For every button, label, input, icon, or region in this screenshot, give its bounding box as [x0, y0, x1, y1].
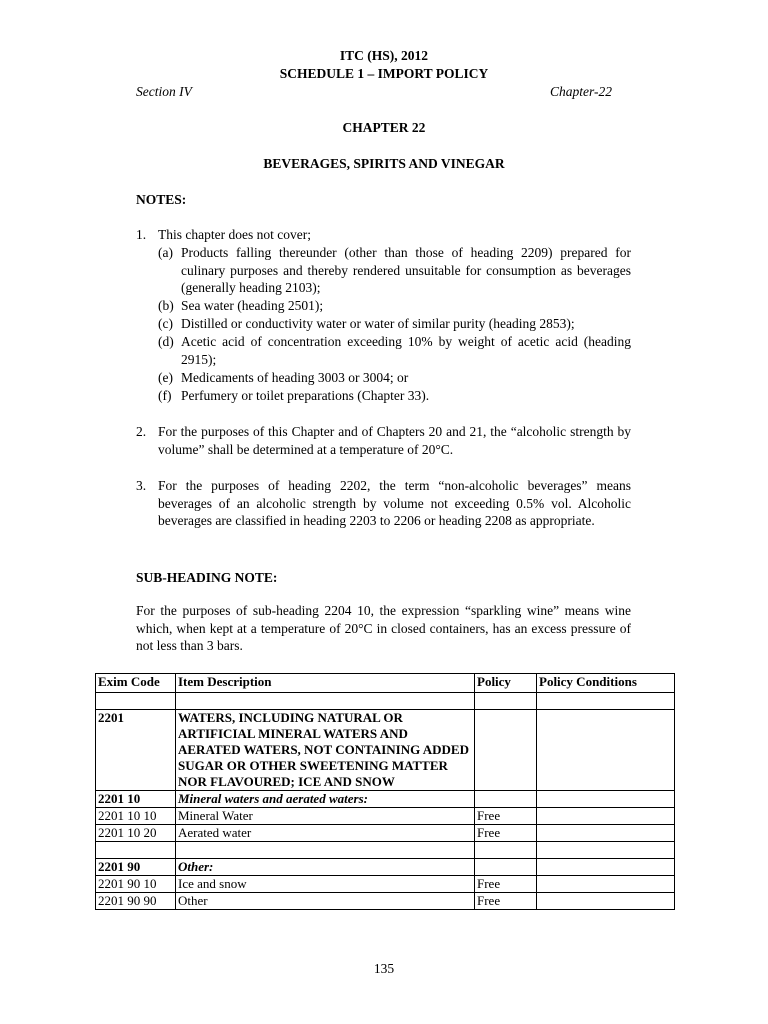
cell-description: Other [176, 893, 475, 910]
cell-conditions [537, 876, 675, 893]
note-1b-label: (b) [158, 298, 174, 313]
cell-policy [475, 859, 537, 876]
cell-description: Mineral Water [176, 808, 475, 825]
subheading-note-heading: SUB-HEADING NOTE: [136, 570, 278, 585]
cell-conditions [537, 825, 675, 842]
cell-policy [475, 791, 537, 808]
note-1-intro: This chapter does not cover; [158, 227, 311, 242]
table-row [96, 893, 675, 910]
note-1d-text: Acetic acid of concentration exceeding 10% by weight of acetic acid (heading 2915); [181, 334, 631, 367]
table-spacer-row [96, 693, 675, 710]
cell-policy: Free [475, 808, 537, 825]
document-header-title: ITC (HS), 2012 [339, 48, 429, 63]
cell-description: Ice and snow [176, 876, 475, 893]
note-2-number: 2. [136, 424, 147, 439]
table-row [96, 710, 675, 791]
tariff-table [95, 673, 675, 910]
cell-policy [475, 710, 537, 791]
note-1c-label: (c) [158, 316, 173, 331]
subheading-note-text: For the purposes of sub-heading 2204 10, the expression “sparkling wine” means wine which, when kept at a temperature of 20°C in closed containers, has an excess pressure of not less than 3 bars. [136, 603, 631, 653]
cell-description: Aerated water [176, 825, 475, 842]
cell-description: Other: [176, 859, 475, 876]
table-row [96, 825, 675, 842]
cell-conditions [537, 791, 675, 808]
cell-description: Mineral waters and aerated waters: [176, 791, 475, 808]
note-1f-text: Perfumery or toilet preparations (Chapter 33). [181, 388, 430, 403]
cell-conditions [537, 859, 675, 876]
note-1e-text: Medicaments of heading 3003 or 3004; or [181, 370, 409, 385]
table-row [96, 859, 675, 876]
chapter-reference: Chapter-22 [550, 84, 612, 99]
cell-code: 2201 90 90 [96, 893, 176, 910]
chapter-title: BEVERAGES, SPIRITS AND VINEGAR [263, 156, 505, 171]
document-header-schedule: SCHEDULE 1 – IMPORT POLICY [279, 66, 489, 81]
cell-conditions [537, 710, 675, 791]
cell-policy: Free [475, 876, 537, 893]
cell-code: 2201 90 [96, 859, 176, 876]
cell-policy: Free [475, 893, 537, 910]
note-1b-text: Sea water (heading 2501); [181, 298, 324, 313]
header-item-description: Item Description [176, 674, 475, 693]
cell-code: 2201 [96, 710, 176, 791]
note-1a-label: (a) [158, 245, 173, 260]
table-row [96, 808, 675, 825]
note-1a-text: Products falling thereunder (other than those of heading 2209) prepared for culinary purposes and thereby rendered unsuitable for consumption as beverages (generally heading 2103); [181, 245, 631, 295]
page-number: 135 [373, 961, 395, 976]
note-2-text: For the purposes of this Chapter and of Chapters 20 and 21, the “alcoholic strength by volume” shall be determined at a temperature of 20°C. [158, 424, 631, 457]
table-row [96, 791, 675, 808]
table-spacer-row [96, 842, 675, 859]
note-1e-label: (e) [158, 370, 173, 385]
cell-code: 2201 10 10 [96, 808, 176, 825]
note-1-number: 1. [136, 227, 147, 242]
header-exim-code: Exim Code [96, 674, 176, 693]
section-row [136, 83, 612, 101]
table-header-row [96, 674, 675, 693]
note-3-text: For the purposes of heading 2202, the term “non-alcoholic beverages” means beverages of an alcoholic strength by volume not exceeding 0.5% vol. Alcoholic beverages are classified in heading 2203 to 2206 or heading 2208 as appropriate. [158, 478, 631, 528]
notes-heading: NOTES: [136, 192, 187, 207]
header-policy: Policy [475, 674, 537, 693]
chapter-number: CHAPTER 22 [342, 120, 426, 135]
cell-description: WATERS, INCLUDING NATURAL OR ARTIFICIAL MINERAL WATERS AND AERATED WATERS, NOT CONTAINING ADDED SUGAR OR OTHER SWEETENING MATTER NOR FLAVOURED; ICE AND SNOW [176, 710, 475, 791]
header-policy-conditions: Policy Conditions [537, 674, 675, 693]
cell-code: 2201 90 10 [96, 876, 176, 893]
cell-policy: Free [475, 825, 537, 842]
note-1f-label: (f) [158, 388, 172, 403]
cell-conditions [537, 808, 675, 825]
cell-code: 2201 10 20 [96, 825, 176, 842]
table-row [96, 876, 675, 893]
note-1d-label: (d) [158, 334, 174, 349]
note-1c-text: Distilled or conductivity water or water of similar purity (heading 2853); [181, 316, 575, 331]
cell-conditions [537, 893, 675, 910]
note-3-number: 3. [136, 478, 147, 493]
section-label: Section IV [136, 84, 192, 99]
cell-code: 2201 10 [96, 791, 176, 808]
